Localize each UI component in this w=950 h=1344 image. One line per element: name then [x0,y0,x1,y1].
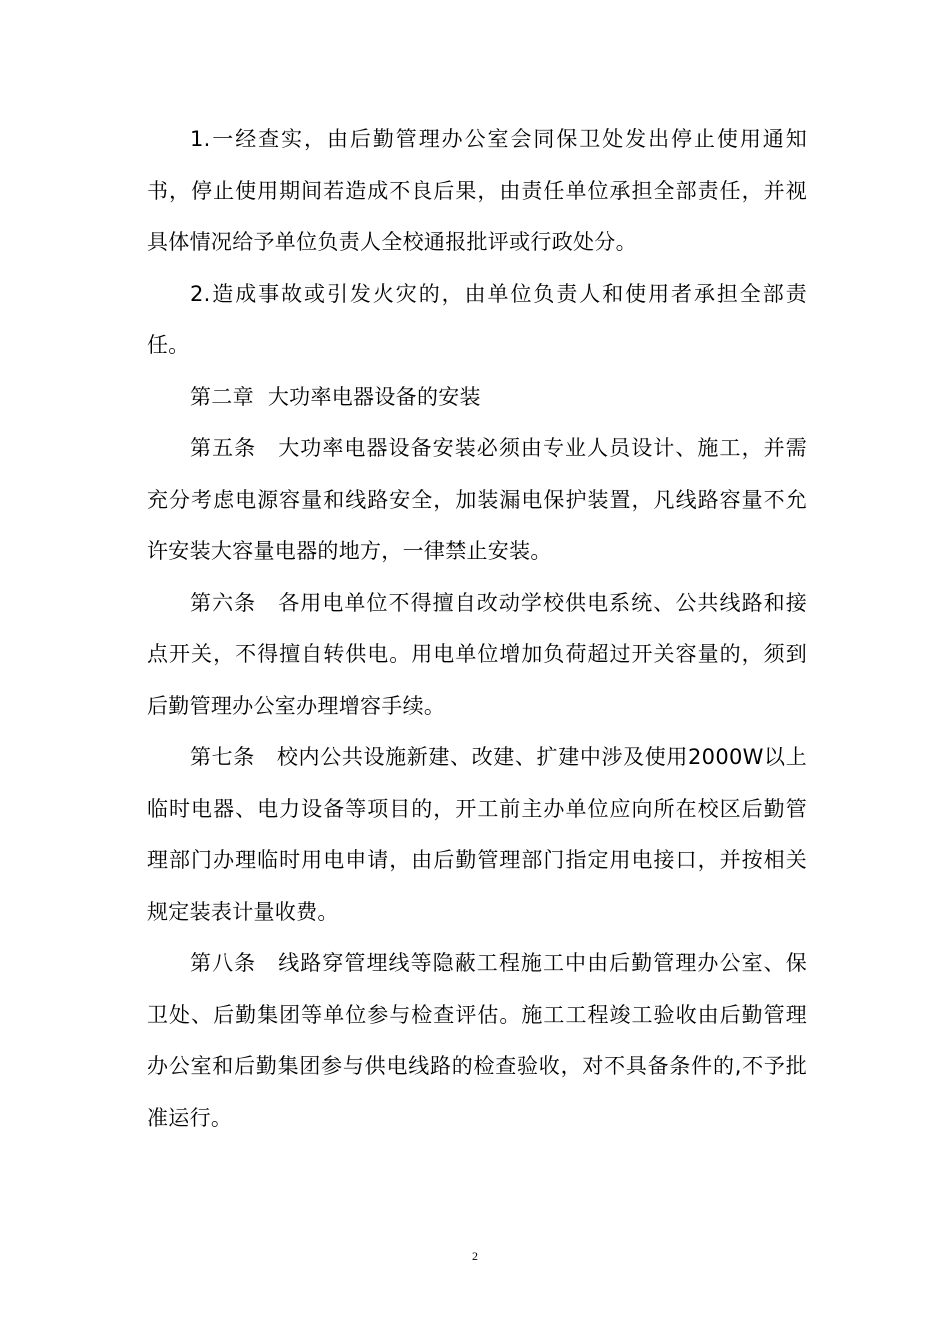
paragraph-text: 2.造成事故或引发火灾的，由单位负责人和使用者承担全部责任。 [147,281,807,357]
article-text: 校内公共设施新建、改建、扩建中涉及使用2000W以上临时电器、电力设备等项目的，开工前主办单位应向所在校区后勤管理部门办理临时用电申请，由后勤管理部门指定用电接口，并按相关规定装表计量收费。 [147,745,807,924]
chapter-title: 第二章 大功率电器设备的安装 [190,384,481,409]
paragraph-1 [147,114,807,269]
paragraph-2 [147,269,807,372]
article-6 [147,578,807,733]
article-text: 各用电单位不得擅自改动学校供电系统、公共线路和接点开关，不得擅自转供电。用电单位增加负荷超过开关容量的，须到后勤管理办公室办理增容手续。 [147,590,807,718]
article-7 [147,732,807,938]
document-body [147,114,807,1144]
article-label: 第五条 [190,436,257,460]
article-label: 第七条 [190,745,255,769]
article-label: 第六条 [190,590,257,615]
paragraph-text: 1.一经查实，由后勤管理办公室会同保卫处发出停止使用通知书，停止使用期间若造成不良后果，由责任单位承担全部责任，并视具体情况给予单位负责人全校通报批评或行政处分。 [147,127,807,254]
article-text: 大功率电器设备安装必须由专业人员设计、施工，并需充分考虑电源容量和线路安全，加装漏电保护装置，凡线路容量不允许安装大容量电器的地方，一律禁止安装。 [147,436,807,563]
chapter-heading [147,372,807,424]
article-label: 第八条 [190,951,257,975]
article-text: 线路穿管埋线等隐蔽工程施工中由后勤管理办公室、保卫处、后勤集团等单位参与检查评估。施工工程竣工验收由后勤管理办公室和后勤集团参与供电线路的检查验收，对不具备条件的,不予批准运行。 [147,951,807,1130]
page-number: 2 [472,1249,478,1263]
article-5 [147,423,807,578]
article-8 [147,938,807,1144]
